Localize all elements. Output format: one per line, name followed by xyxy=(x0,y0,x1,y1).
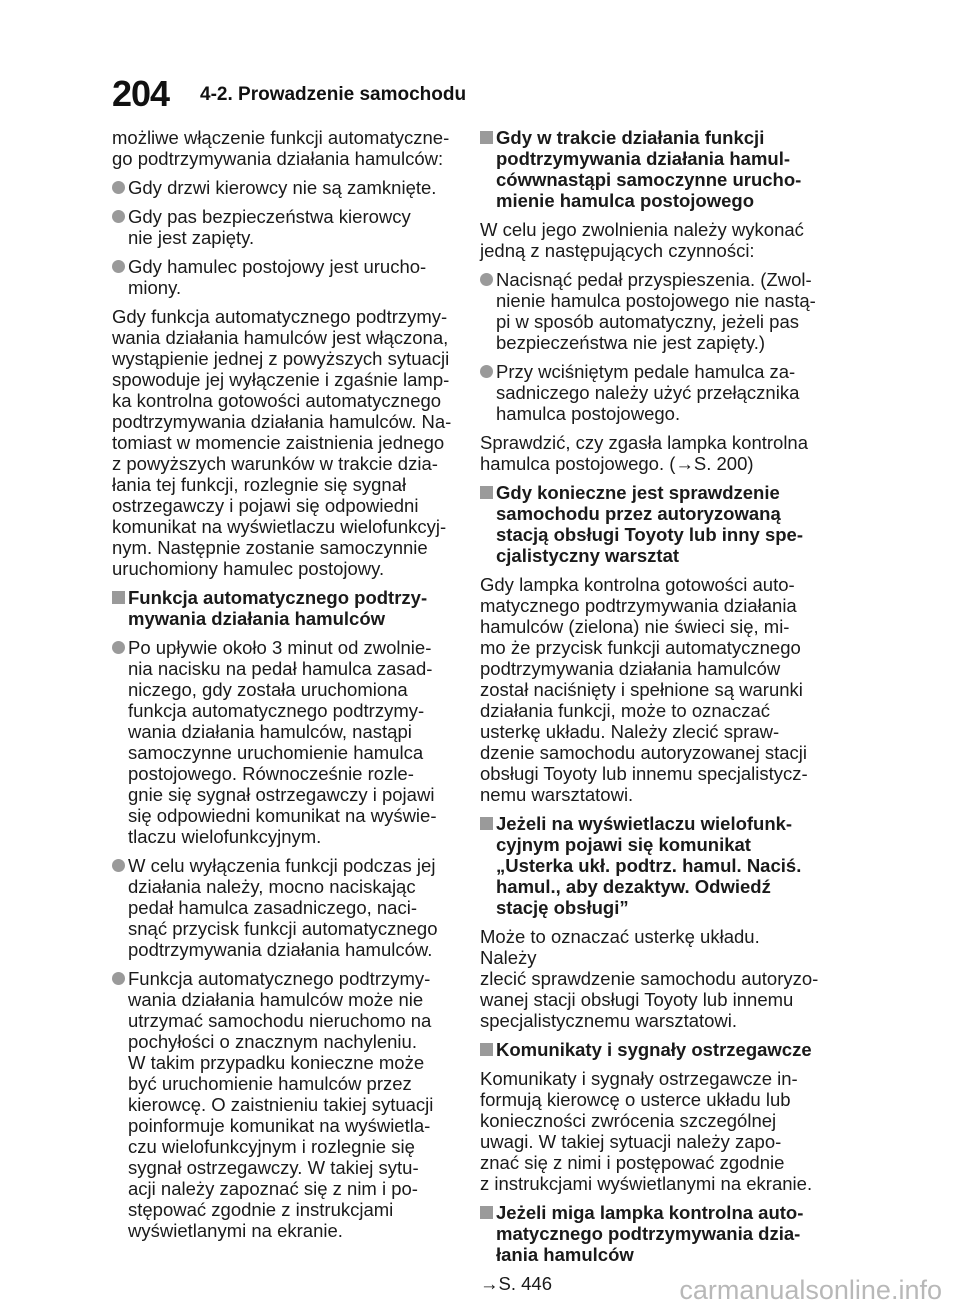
square-bullet-icon xyxy=(480,1043,493,1056)
bullet-dot-icon xyxy=(112,859,125,872)
body-paragraph: Może to oznaczać usterkę układu. Należy zlecić sprawdzenie samochodu autoryzo- wanej stacji obsługi Toyoty lub innemu specjalistycznemu warsztatowi. xyxy=(480,926,819,1031)
intro-paragraph: możliwe włączenie funkcji automatyczne- go podtrzymywania działania hamulców: xyxy=(112,127,450,169)
square-bullet-icon xyxy=(480,486,493,499)
list-item: Gdy pas bezpieczeństwa kierowcy nie jest zapięty. xyxy=(112,206,452,248)
body-paragraph: W celu jego zwolnienia należy wykonać jedną z następujących czynności: xyxy=(480,219,804,261)
list-item: Gdy drzwi kierowcy nie są zamknięte. xyxy=(112,177,452,198)
body-paragraph: Gdy funkcja automatycznego podtrzymy- wania działania hamulców jest włączona, wystąpienie jednej z powyższych sytuacji spowoduje jej wyłączenie i zgaśnie lamp- ka kontrolna gotowości automatycznego podtrzymywania działania hamulców. Na- tomiast w momencie zaistnienia jednego z powyższych warunków w trakcie dzia- łania tej funkcji, rozlegnie się sygnał ostrzegawczy i pojawi się odpowiedni komunikat na wyświetlaczu wielofunkcyj- nym. Następnie zostanie samoczynnie uruchomiony hamulec postojowy. xyxy=(112,306,452,579)
square-bullet-icon xyxy=(112,591,125,604)
body-paragraph: Sprawdzić, czy zgasła lampka kontrolna hamulca postojowego. (→S. 200) xyxy=(480,432,809,474)
page-reference: →S. 446 xyxy=(480,1273,552,1294)
page-number: 204 xyxy=(112,73,170,114)
body-paragraph: Gdy lampka kontrolna gotowości auto- matycznego podtrzymywania działania hamulców (zielona) nie świeci się, mi- mo że przycisk funkcji automatycznego podtrzymywania działania hamulców został naciśnięty i spełnione są warunki działania funkcji, może to oznaczać usterkę układu. Należy zlecić spraw- dzenie samochodu autoryzowanej stacji obsługi Toyoty lub innemu specjalistycz- nemu warsztatowi. xyxy=(480,574,808,805)
list-item: Nacisnąć pedał przyspieszenia. (Zwol- nienie hamulca postojowego nie nastą- pi w sposób automatyczny, jeżeli pas bezpieczeństwa nie jest zapięty.) xyxy=(480,269,820,353)
bullet-dot-icon xyxy=(480,273,493,286)
bullet-dot-icon xyxy=(112,181,125,194)
body-paragraph: Komunikaty i sygnały ostrzegawcze in- formują kierowcę o usterce układu lub konieczności zwrócenia szczególnej uwagi. W takiej sytuacji należy zapo- znać się z nimi i postępować zgodnie z instrukcjami wyświetlanymi na ekranie. xyxy=(480,1068,813,1194)
list-item: Po upływie około 3 minut od zwolnie- nia nacisku na pedał hamulca zasad- niczego, gdy została uruchomiona funkcja automatycznego podtrzymy- wania działania hamulców, nastąpi samoczynne uruchomienie hamulca postojowego. Równocześnie rozle- gnie się sygnał ostrzegawczy i pojawi się odpowiedni komunikat na wyświe- tlaczu wielofunkcyjnym. xyxy=(112,637,452,847)
list-item: Przy wciśniętym pedale hamulca za- sadniczego należy użyć przełącznika hamulca postojowego. xyxy=(480,361,820,424)
subsection-heading: Funkcja automatycznego podtrzy- mywania działania hamulców xyxy=(112,587,452,629)
bullet-dot-icon xyxy=(112,260,125,273)
square-bullet-icon xyxy=(480,1206,493,1219)
subsection-heading: Komunikaty i sygnały ostrzegawcze xyxy=(480,1039,820,1060)
bullet-dot-icon xyxy=(112,641,125,654)
list-item: Gdy hamulec postojowy jest urucho- miony. xyxy=(112,256,452,298)
left-column xyxy=(112,127,452,1249)
watermark: carmanualsonline.info xyxy=(679,1275,942,1305)
subsection-heading: Gdy konieczne jest sprawdzenie samochodu przez autoryzowaną stacją obsługi Toyoty lub inny spe- cjalistyczny warsztat xyxy=(480,482,820,566)
right-column xyxy=(480,127,820,1302)
bullet-dot-icon xyxy=(112,972,125,985)
section-title: 4-2. Prowadzenie samochodu xyxy=(200,84,467,105)
subsection-heading: Gdy w trakcie działania funkcji podtrzymywania działania hamul- cówwnastąpi samoczynne urucho- mienie hamulca postojowego xyxy=(480,127,820,211)
list-item: Funkcja automatycznego podtrzymy- wania działania hamulców może nie utrzymać samochodu nieruchomo na pochyłości o znacznym nachyleniu. W takim przypadku konieczne może być uruchomienie hamulców przez kierowcę. O zaistnieniu takiej sytuacji poinformuje komunikat na wyświetla- czu wielofunkcyjnym i rozlegnie się sygnał ostrzegawczy. W takiej sytu- acji należy zapoznać się z nim i po- stępować zgodnie z instrukcjami wyświetlanymi na ekranie. xyxy=(112,968,452,1241)
square-bullet-icon xyxy=(480,817,493,830)
square-bullet-icon xyxy=(480,131,493,144)
page-header xyxy=(0,0,960,120)
subsection-heading: Jeżeli na wyświetlaczu wielofunk- cyjnym pojawi się komunikat „Usterka ukł. podtrz. hamul. Naciś. hamul., aby dezaktyw. Odwiedź stację obsługi” xyxy=(480,813,820,918)
bullet-dot-icon xyxy=(480,365,493,378)
subsection-heading: Jeżeli miga lampka kontrolna auto- matycznego podtrzymywania dzia- łania hamulców xyxy=(480,1202,820,1265)
bullet-dot-icon xyxy=(112,210,125,223)
list-item: W celu wyłączenia funkcji podczas jej działania należy, mocno naciskając pedał hamulca zasadniczego, naci- snąć przycisk funkcji automatycznego podtrzymywania działania hamulców. xyxy=(112,855,452,960)
